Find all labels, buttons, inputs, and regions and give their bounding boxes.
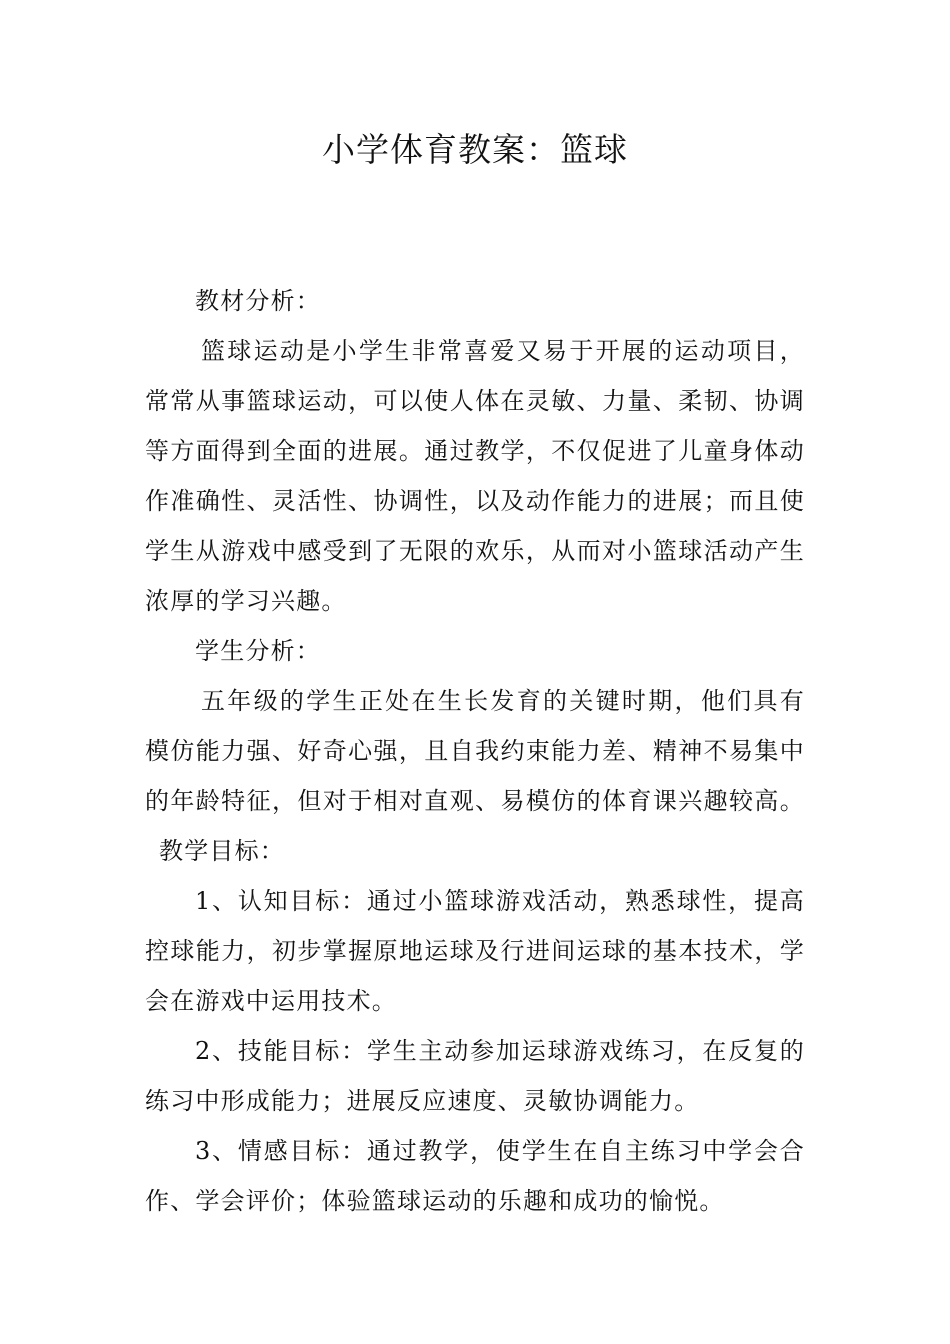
goal-cognitive: 1、认知目标：通过小篮球游戏活动，熟悉球性，提高控球能力，初步掌握原地运球及行进间运球的基本技术，学会在游戏中运用技术。 (145, 887, 805, 1015)
document-title: 小学体育教案：篮球 (322, 130, 628, 169)
material-analysis-heading: 教材分析： (195, 287, 321, 315)
student-analysis-heading: 学生分析： (195, 637, 321, 665)
student-analysis-text: 五年级的学生正处在生长发育的关键时期，他们具有模仿能力强、好奇心强，且自我约束能力差、精神不易集中的年龄特征，但对于相对直观、易模仿的体育课兴趣较高。 (145, 687, 805, 815)
goal-skill: 2、技能目标：学生主动参加运球游戏练习，在反复的练习中形成能力；进展反应速度、灵敏协调能力。 (145, 1037, 805, 1115)
material-analysis-paragraph: 篮球运动是小学生非常喜爱又易于开展的运动项目，常常从事篮球运动，可以使人体在灵敏、力量、柔韧、协调等方面得到全面的进展。通过教学，不仅促进了儿童身体动作准确性、灵活性、协调性，以及动作能力的进展；而且使学生从游戏中感受到了无限的欢乐，从而对小篮球活动产生浓厚的学习兴趣。 (145, 337, 805, 615)
document-body (145, 276, 805, 1226)
goal-affective: 3、情感目标：通过教学，使学生在自主练习中学会合作、学会评价；体验篮球运动的乐趣和成功的愉悦。 (145, 1137, 805, 1215)
teaching-goals-heading: 教学目标： (159, 837, 285, 865)
student-analysis-paragraph (145, 676, 805, 876)
